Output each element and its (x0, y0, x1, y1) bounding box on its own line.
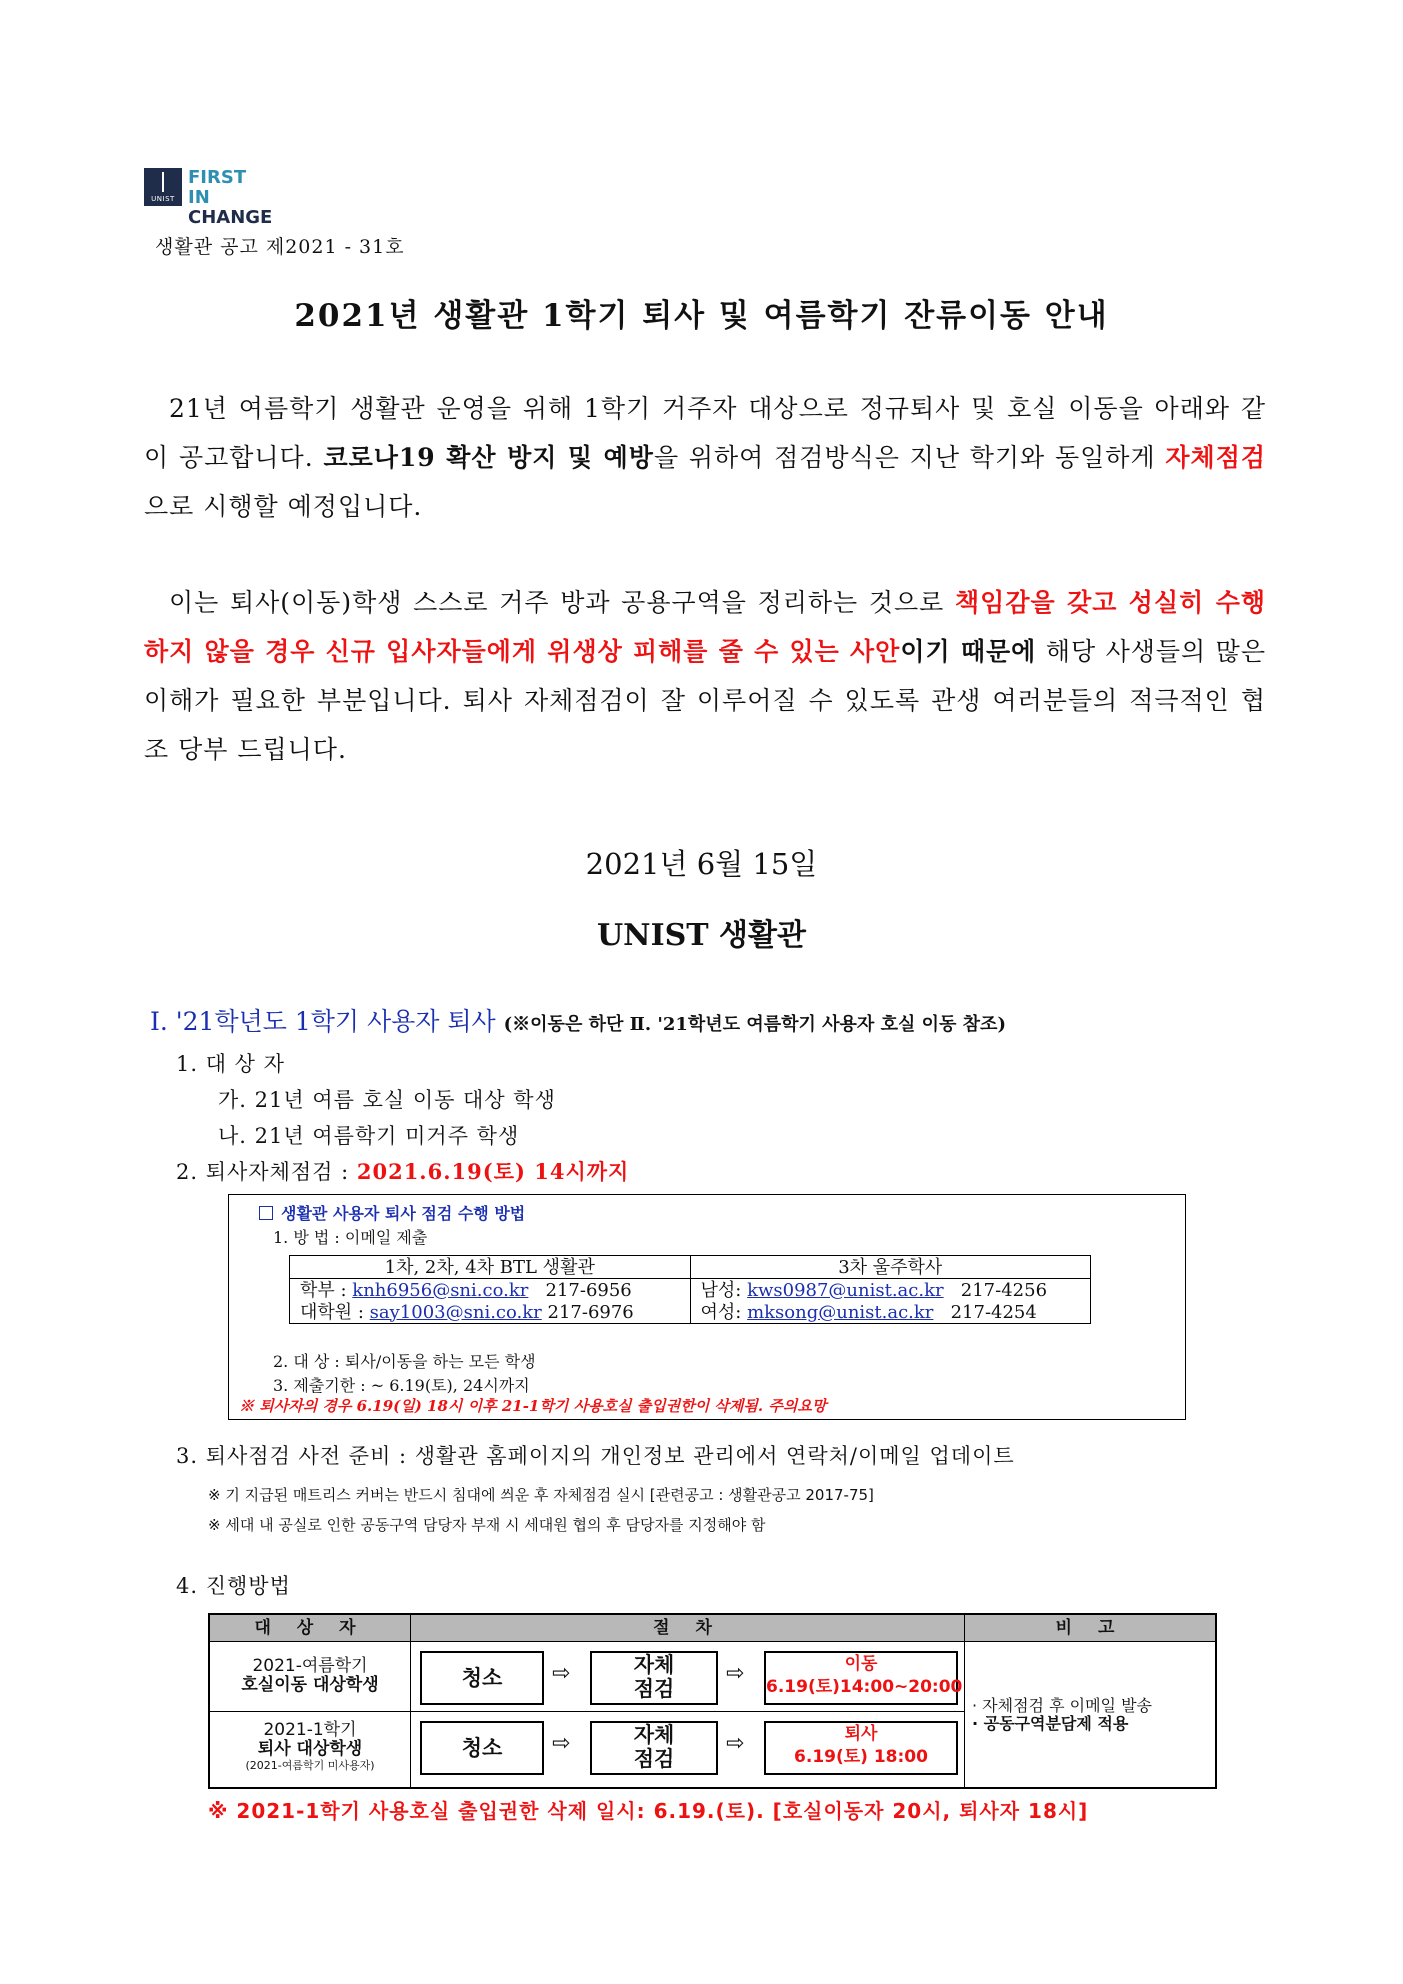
header-steps: 절 차 (411, 1615, 964, 1642)
intro-paragraph-1: 21년 여름학기 생활관 운영을 위해 1학기 거주자 대상으로 정규퇴사 및 호실 이동을 아래와 같이 공고합니다. 코로나19 확산 방지 및 예방을 위하여 점검방식은 지난 학기와 동일하게 자체점검으로 시행할 예정입니다. (144, 394, 1266, 521)
step-clean: 청소 (420, 1651, 544, 1705)
step-checkout: 퇴사 6.19(토) 18:00 (764, 1721, 958, 1775)
table-row: 학부 : knh6956@sni.co.kr 217-6956 (290, 1279, 691, 1302)
target-label: 1. 대 상 자 (176, 1052, 285, 1076)
box-target: 2. 대 상 : 퇴사/이동을 하는 모든 학생 (273, 1352, 536, 1371)
box-method: 1. 방 법 : 이메일 제출 (273, 1228, 428, 1247)
page-title: 2021년 생활관 1학기 퇴사 및 여름학기 잔류이동 안내 (294, 298, 1109, 334)
section-1-heading: Ⅰ. '21학년도 1학기 사용자 퇴사 (※이동은 하단 Ⅱ. '21학년도 여름학기 사용자 호실 이동 참조) (150, 1007, 1006, 1036)
row2-target: 2021-1학기 퇴사 대상학생 (2021-여름학기 미사용자) (245, 1720, 375, 1772)
arrow-icon: ⇨ (552, 1661, 571, 1686)
table-row: 대학원 : say1003@sni.co.kr 217-6976 (290, 1301, 691, 1324)
prep-line: 3. 퇴사점검 사전 준비 : 생활관 홈페이지의 개인정보 관리에서 연락처/이메일 업데이트 (176, 1444, 1015, 1468)
step-selfcheck: 자체 점검 (590, 1651, 718, 1705)
step-move: 이동 6.19(토)14:00~20:00 (764, 1651, 958, 1705)
arrow-icon: ⇨ (552, 1731, 571, 1756)
col-header-ulju: 3차 울주학사 (690, 1256, 1091, 1279)
issue-date: 2021년 6월 15일 (585, 847, 818, 881)
logo-line2: CHANGE (188, 207, 273, 228)
header-target: 대 상 자 (210, 1615, 410, 1642)
organization: UNIST 생활관 (597, 918, 806, 953)
arrow-icon: ⇨ (726, 1731, 745, 1756)
target-item-b: 나. 21년 여름학기 미거주 학생 (218, 1124, 520, 1148)
remark: · 자체점검 후 이메일 발송 · 공동구역분담제 적용 (972, 1696, 1152, 1733)
email-link[interactable]: knh6956@sni.co.kr (352, 1279, 529, 1301)
email-link[interactable]: kws0987@unist.ac.kr (747, 1279, 944, 1301)
unist-logo (144, 167, 274, 228)
checkout-method-box (228, 1194, 1186, 1420)
contact-table (289, 1255, 1091, 1324)
process-table (208, 1613, 1217, 1789)
final-note: ※ 2021-1학기 사용호실 출입권한 삭제 일시: 6.19.(토). [호실이동자 20시, 퇴사자 18시] (208, 1799, 1089, 1823)
prep-note-2: ※ 세대 내 공실로 인한 공동구역 담당자 부재 시 세대원 협의 후 담당자를 지정해야 함 (208, 1516, 766, 1534)
box-warning: ※ 퇴사자의 경우 6.19(일) 18시 이후 21-1학기 사용호실 출입권한이 삭제됨. 주의요망 (239, 1397, 827, 1415)
table-row: 여성: mksong@unist.ac.kr 217-4254 (690, 1301, 1091, 1324)
intro-paragraph-2: 이는 퇴사(이동)학생 스스로 거주 방과 공용구역을 정리하는 것으로 책임감을 갖고 성실히 수행하지 않을 경우 신규 입사자들에게 위생상 피해를 줄 수 있는 사안이기 때문에 해당 사생들의 많은 이해가 필요한 부분입니다. 퇴사 자체점검이 잘 이루어질 수 있도록 관생 여러분들의 적극적인 협조 당부 드립니다. (144, 588, 1267, 764)
checkbox-icon (259, 1206, 273, 1220)
logo-line1: FIRST IN (188, 167, 247, 208)
step-clean: 청소 (420, 1721, 544, 1775)
process-label: 4. 진행방법 (176, 1574, 291, 1598)
box-deadline: 3. 제출기한 : ~ 6.19(토), 24시까지 (273, 1376, 530, 1395)
row1-target: 2021-여름학기 호실이동 대상학생 (241, 1656, 379, 1695)
email-link[interactable]: mksong@unist.ac.kr (747, 1301, 934, 1323)
col-header-btl: 1차, 2차, 4차 BTL 생활관 (290, 1256, 691, 1279)
target-item-a: 가. 21년 여름 호실 이동 대상 학생 (218, 1088, 556, 1112)
selfcheck-line: 2. 퇴사자체점검 : 2021.6.19(토) 14시까지 (176, 1159, 630, 1184)
table-row: 남성: kws0987@unist.ac.kr 217-4256 (690, 1279, 1091, 1302)
prep-note-1: ※ 기 지급된 매트리스 커버는 반드시 침대에 씌운 후 자체점검 실시 [관련공고 : 생활관공고 2017-75] (208, 1486, 874, 1504)
header-remark: 비 고 (965, 1615, 1215, 1642)
logo-mark-icon: UNIST (144, 168, 182, 206)
arrow-icon: ⇨ (726, 1661, 745, 1686)
notice-number: 생활관 공고 제2021 - 31호 (155, 236, 405, 258)
email-link[interactable]: say1003@sni.co.kr (369, 1301, 542, 1323)
step-selfcheck: 자체 점검 (590, 1721, 718, 1775)
box-heading: 생활관 사용자 퇴사 점검 수행 방법 (259, 1201, 525, 1224)
